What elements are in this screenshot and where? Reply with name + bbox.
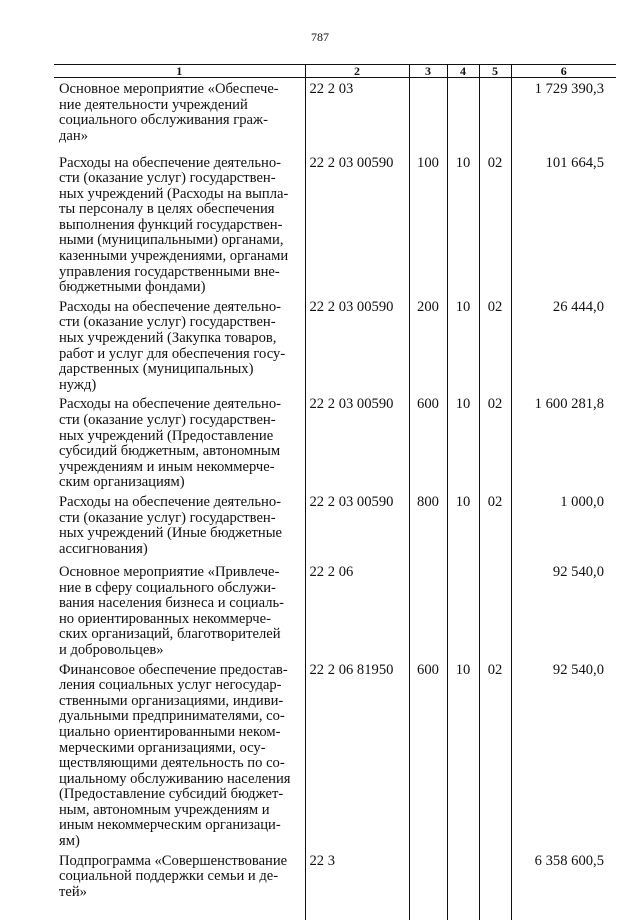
row-col3: 600 <box>409 659 447 850</box>
row-amount: 92 540,0 <box>511 659 616 850</box>
row-col5: 02 <box>479 296 511 394</box>
row-code: 22 2 06 81950 <box>305 659 409 850</box>
row-name: Расходы на обеспечение деятельно- сти (оказание услуг) государствен- ных учреждений (Иные бюджетные ассигнования) <box>59 493 283 557</box>
row-code: 22 2 03 00590 <box>305 296 409 394</box>
row-name: Подпрограмма «Совершенствование социальной поддержки семьи и де- тей» <box>59 852 288 900</box>
row-col4 <box>447 850 479 920</box>
row-name: Основное мероприятие «Обеспече- ние деятельности учреждений социального обслуживания граж- дан» <box>59 81 279 144</box>
row-amount: 92 540,0 <box>511 561 616 659</box>
row-col5 <box>479 561 511 659</box>
row-col4 <box>447 561 479 659</box>
row-col4: 10 <box>447 296 479 394</box>
row-col4: 10 <box>447 659 479 850</box>
row-col5 <box>479 850 511 920</box>
table-row <box>54 78 616 152</box>
row-code: 22 3 <box>305 850 409 920</box>
row-code: 22 2 03 00590 <box>305 152 409 296</box>
row-col3 <box>409 561 447 659</box>
row-amount: 1 729 390,3 <box>511 78 616 152</box>
row-col4: 10 <box>447 491 479 561</box>
row-code: 22 2 03 00590 <box>305 393 409 491</box>
row-col3: 600 <box>409 393 447 491</box>
row-col3 <box>409 78 447 152</box>
column-header-5: 5 <box>479 65 511 78</box>
column-header-3: 3 <box>409 65 447 78</box>
header-row <box>54 65 616 78</box>
row-name: Финансовое обеспечение предостав- ления социальных услуг негосудар- ственными организациями, индиви- дуальными предпринимателями, со- циально ориентированными неком- мерческими организациями, осу- ществляющими деятельность по со- циальному обслуживанию населения (Предоставление субсидий бюджет- ным, автономным учреждениям и иным некоммерческим организаци- ям) <box>59 661 291 850</box>
row-col4 <box>447 78 479 152</box>
table-row <box>54 152 616 296</box>
row-col5: 02 <box>479 152 511 296</box>
row-amount: 101 664,5 <box>511 152 616 296</box>
table-row <box>54 393 616 491</box>
row-amount: 6 358 600,5 <box>511 850 616 920</box>
page-number: 787 <box>311 30 329 44</box>
row-col4: 10 <box>447 393 479 491</box>
row-name: Расходы на обеспечение деятельно- сти (оказание услуг) государствен- ных учреждений (Закупка товаров, работ и услуг для обеспечения госу- дарственных (муниципальных) нужд) <box>59 298 286 393</box>
row-col5: 02 <box>479 491 511 561</box>
row-name: Расходы на обеспечение деятельно- сти (оказание услуг) государствен- ных учреждений (Расходы на выпла- ты персоналу в целях обеспечения выполнения функций государствен- ными (муниципальными) органами, казенными учреждениями, органами управления государственными вне- бюджетными фондами) <box>59 154 289 296</box>
row-code: 22 2 03 <box>305 78 409 152</box>
budget-table <box>54 64 616 920</box>
column-header-6: 6 <box>511 65 616 78</box>
row-col3: 800 <box>409 491 447 561</box>
row-col5: 02 <box>479 659 511 850</box>
table-row <box>54 491 616 561</box>
table-row <box>54 659 616 850</box>
column-header-2: 2 <box>305 65 409 78</box>
row-code: 22 2 06 <box>305 561 409 659</box>
row-amount: 1 000,0 <box>511 491 616 561</box>
row-amount: 26 444,0 <box>511 296 616 394</box>
row-col3: 100 <box>409 152 447 296</box>
table-row <box>54 850 616 920</box>
row-name: Основное мероприятие «Привлече- ние в сферу социального обслужи- вания населения бизнеса и социаль- но ориентированных некоммерче- ских организаций, благотворителей и добровольцев» <box>59 563 285 658</box>
column-header-1: 1 <box>54 65 305 78</box>
table-row <box>54 296 616 394</box>
row-col3 <box>409 850 447 920</box>
row-col3: 200 <box>409 296 447 394</box>
row-name: Расходы на обеспечение деятельно- сти (оказание услуг) государствен- ных учреждений (Предоставление субсидий бюджетным, автономным учреждениям и иным некоммерче- ским организациям) <box>59 396 282 491</box>
row-col5: 02 <box>479 393 511 491</box>
row-code: 22 2 03 00590 <box>305 491 409 561</box>
row-amount: 1 600 281,8 <box>511 393 616 491</box>
column-header-4: 4 <box>447 65 479 78</box>
row-col4: 10 <box>447 152 479 296</box>
table-row <box>54 561 616 659</box>
row-col5 <box>479 78 511 152</box>
